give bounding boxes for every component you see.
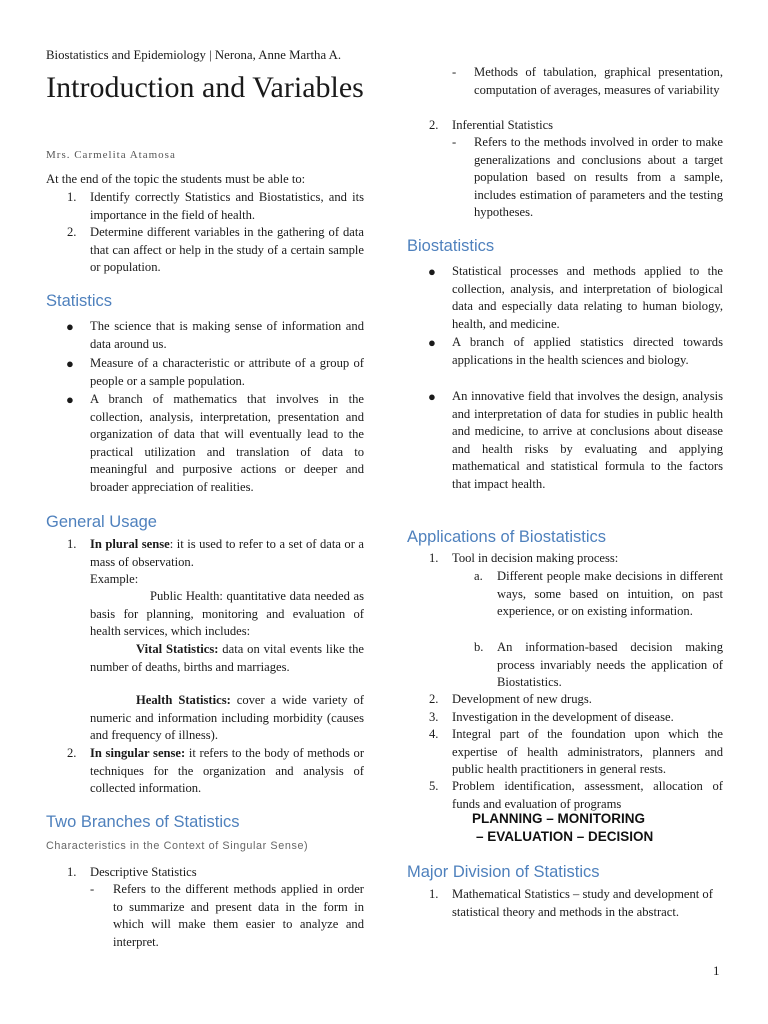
dash-marker: - (90, 882, 95, 896)
statistics-bullet: The science that is making sense of information and data around us. (90, 319, 364, 351)
plural-sense-label: In plural sense (90, 537, 170, 551)
biostatistics-bullet: Statistical processes and methods applied to the collection, analysis, and interpretation of biological data and especially data relating to human biology, health, and medicine. (452, 264, 723, 331)
intro-lead: At the end of the topic the students must be able to: (46, 172, 306, 186)
list-letter: a. (474, 569, 483, 583)
intro-item: Identify correctly Statistics and Biostatistics, and its importance in the field of health. (90, 190, 364, 222)
descriptive-dash-text: Refers to the different methods applied in order to summarize and present data in the form in which will make them easier to analyze and interpret. (113, 882, 364, 949)
singular-sense-item (90, 745, 364, 798)
application-item: Investigation in the development of disease. (452, 710, 674, 724)
section-subheading: Characteristics in the Context of Singular Sense) (46, 840, 309, 852)
bullet-icon: ● (428, 264, 436, 279)
dash-marker: - (452, 135, 457, 149)
author: Mrs. Carmelita Atamosa (46, 149, 176, 161)
list-number: 2. (429, 118, 439, 132)
list-number: 1. (429, 551, 439, 565)
application-item: Integral part of the foundation upon which the expertise of health administrators, planners and public health practitioners in general rests. (452, 727, 723, 776)
singular-sense-label: In singular sense: (90, 746, 186, 760)
management-cycle-line: PLANNING – MONITORING (472, 811, 646, 826)
document-title: Introduction and Variables (46, 71, 364, 104)
intro-item: Determine different variables in the gathering of data that can affect or help in the study of a certain sample or population. (90, 225, 364, 274)
page-number: 1 (713, 963, 720, 978)
dash-marker: - (452, 65, 457, 79)
vital-statistics-item (90, 641, 364, 676)
example-label: Example: (90, 572, 139, 586)
descriptive-dash-text: Methods of tabulation, graphical presentation, computation of averages, measures of variability (474, 65, 723, 97)
list-number: 2. (67, 225, 77, 239)
application-item: Development of new drugs. (452, 692, 592, 706)
bullet-icon: ● (428, 335, 436, 350)
application-item: Problem identification, assessment, allocation of funds and evaluation of programs (452, 779, 723, 811)
list-number: 5. (429, 779, 439, 793)
singular-sense-text: it refers to the body of methods or techniques for the organization and analysis of collected information. (90, 746, 365, 795)
document-header: Biostatistics and Epidemiology | Nerona, Anne Martha A. (46, 48, 342, 62)
list-number: 1. (429, 887, 439, 901)
section-heading-major-division: Major Division of Statistics (407, 863, 600, 881)
management-cycle-line: – EVALUATION – DECISION (476, 829, 654, 844)
application-subitem: An information-based decision making process invariably needs the application of Biostatistics. (497, 640, 723, 689)
inferential-statistics: Inferential Statistics (452, 118, 554, 132)
application-item: Tool in decision making process: (452, 551, 619, 565)
application-subitem: Different people make decisions in different ways, some based on intuition, on past experience, or on existing information. (497, 569, 723, 618)
bullet-icon: ● (66, 356, 74, 371)
section-heading-two-branches: Two Branches of Statistics (46, 813, 240, 831)
list-letter: b. (474, 640, 484, 654)
list-number: 2. (429, 692, 439, 706)
list-number: 1. (67, 537, 77, 551)
biostatistics-bullet: An innovative field that involves the design, analysis and interpretation of data for studies in public health and medicine, to arrive at conclusions about disease and health risks by evaluating and applying mathematical and statistical formula to the factors that impact health. (452, 389, 723, 491)
list-number: 2. (67, 746, 77, 760)
section-heading-biostatistics: Biostatistics (407, 237, 495, 255)
descriptive-statistics: Descriptive Statistics (90, 865, 197, 879)
section-heading-statistics: Statistics (46, 292, 113, 310)
bullet-icon: ● (428, 389, 436, 404)
statistics-bullet: Measure of a characteristic or attribute of a group of people or a sample population. (90, 356, 364, 388)
public-health-text: Public Health: quantitative data needed as basis for planning, monitoring and evaluation of health services, which includes: (90, 589, 364, 638)
list-number: 1. (67, 190, 77, 204)
section-heading-general-usage: General Usage (46, 513, 157, 531)
bullet-icon: ● (66, 392, 74, 407)
list-number: 4. (429, 727, 439, 741)
bullet-icon: ● (66, 319, 74, 334)
section-heading-applications: Applications of Biostatistics (407, 528, 607, 546)
major-division-item: Mathematical Statistics – study and development of statistical theory and methods in the abstract. (452, 887, 713, 919)
plural-sense-text: : it is used to refer to a set of data or a mass of observation. (90, 537, 364, 569)
plural-sense-item (90, 536, 364, 571)
biostatistics-bullet: A branch of applied statistics directed towards applications in the health sciences and biology. (452, 335, 723, 367)
health-statistics-text: cover a wide variety of numeric and information including morbidity (causes and frequency of illness). (90, 693, 364, 742)
list-number: 3. (429, 710, 439, 724)
vital-statistics-text: data on vital events like the number of deaths, births and marriages. (90, 642, 364, 674)
list-number: 1. (67, 865, 77, 879)
vital-statistics-label: Vital Statistics: (136, 642, 219, 656)
inferential-dash-text: Refers to the methods involved in order to make generalizations and conclusions about a target population based on results from a sample, includes estimation of parameters and the testing hypotheses. (474, 135, 723, 219)
statistics-bullet: A branch of mathematics that involves in the collection, analysis, interpretation, presentation and organization of data that will eventually lead to the practical utilization and translation of data to meaningful and purposive actions or deeper and broader appreciation of realities. (90, 392, 364, 494)
health-statistics-label: Health Statistics: (136, 693, 231, 707)
health-statistics-item (90, 692, 364, 745)
